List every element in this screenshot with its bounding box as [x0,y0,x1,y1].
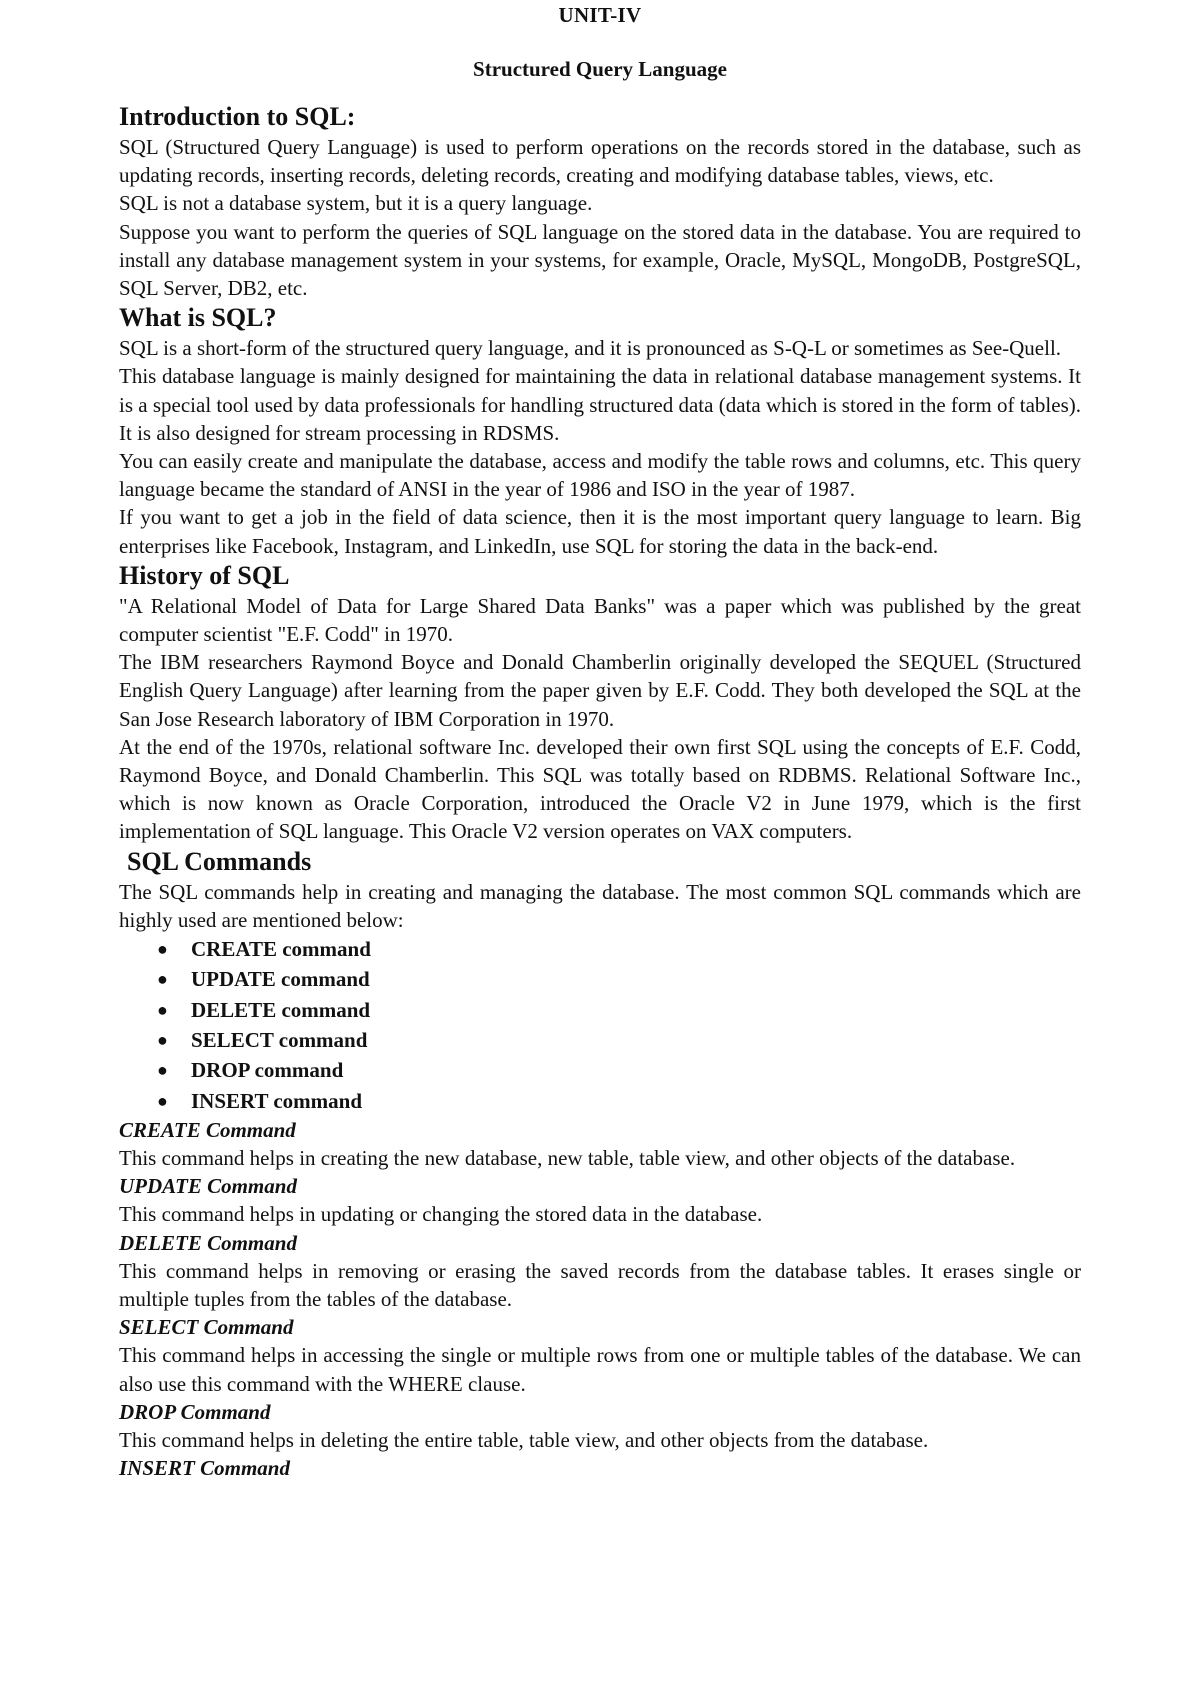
what-paragraph-4: If you want to get a job in the field of data science, then it is the most important query language to learn. Big enterprises like Facebook, Instagram, and LinkedIn, use SQL for storing the data in the back-end. [119,505,1081,558]
delete-command-text: This command helps in removing or erasing the saved records from the database tables. It erases single or multiple tuples from the tables of the database. [119,1258,1081,1312]
what-paragraph-1: SQL is a short-form of the structured query language, and it is pronounced as S-Q-L or sometimes as See-Quell. [119,336,1062,361]
what-paragraph-2: This database language is mainly designed for maintaining the data in relational database management systems. It is a special tool used by data professionals for handling structured data (data which is stored in the form of tables). It is also designed for stream processing in RDSMS. [119,364,1081,445]
drop-command-heading: DROP Command [119,1399,271,1424]
history-paragraph-1: "A Relational Model of Data for Large Shared Data Banks" was a paper which was published by the great computer scientist "E.F. Codd" in 1970. [119,593,1081,647]
intro-paragraph-3: Suppose you want to perform the queries of SQL language on the stored data in the database. You are required to install any database management system in your systems, for example, Oracle, MySQL, MongoDB, PostgreSQL, SQL Server, DB2, etc. [119,219,1081,301]
insert-command-heading: INSERT Command [119,1456,290,1481]
unit-title: UNIT-IV [558,3,642,27]
list-item-label: INSERT command [191,1088,362,1113]
bullet-icon: ● [157,1029,168,1050]
select-command-text: This command helps in accessing the single or multiple rows from one or multiple tables of the database. We can also use this command with the WHERE clause. [119,1343,1081,1396]
bullet-icon: ● [157,939,168,960]
list-item [157,1055,1081,1085]
delete-command-heading: DELETE Command [119,1230,297,1255]
list-item-label: DELETE command [191,997,371,1022]
list-item [157,934,1081,964]
heading-history: History of SQL [119,560,290,590]
what-paragraph-3: You can easily create and manipulate the database, access and modify the table rows and columns, etc. This query language became the standard of ANSI in the year of 1986 and ISO in the year of 1987. [119,449,1081,502]
document-page [119,0,1081,1483]
update-command-heading: UPDATE Command [119,1174,297,1199]
document-subtitle: Structured Query Language [473,57,727,81]
intro-paragraph-2: SQL is not a database system, but it is a query language. [119,191,593,216]
heading-what-is-sql: What is SQL? [119,303,277,333]
create-command-text: This command helps in creating the new database, new table, table view, and other objects of the database. [119,1146,1016,1171]
bullet-icon: ● [157,969,168,990]
history-paragraph-3: At the end of the 1970s, relational software Inc. developed their own first SQL using the concepts of E.F. Codd, Raymond Boyce, and Donald Chamberlin. This SQL was totally based on RDBMS. Relational Software Inc., which is now known as Oracle Corporation, introduced the Oracle V2 in June 1979, which is the first implementation of SQL language. This Oracle V2 version operates on VAX computers. [119,734,1081,844]
commands-intro: The SQL commands help in creating and managing the database. The most common SQL commands which are highly used are mentioned below: [119,879,1081,932]
list-item [157,995,1081,1025]
list-item [157,964,1081,994]
command-list [119,934,1081,1116]
create-command-heading: CREATE Command [119,1117,296,1142]
select-command-heading: SELECT Command [119,1315,294,1340]
bullet-icon: ● [157,1090,168,1111]
list-item-label: DROP command [191,1058,344,1083]
bullet-icon: ● [157,1060,168,1081]
drop-command-text: This command helps in deleting the entire table, table view, and other objects from the database. [119,1428,929,1453]
bullet-icon: ● [157,999,168,1020]
list-item-label: SELECT command [191,1027,368,1052]
list-item-label: UPDATE command [191,967,370,992]
list-item [157,1086,1081,1116]
history-paragraph-2: The IBM researchers Raymond Boyce and Donald Chamberlin originally developed the SEQUEL (Structured English Query Language) after learning from the paper given by E.F. Codd. They both developed the SQL at the San Jose Research laboratory of IBM Corporation in 1970. [119,650,1081,731]
intro-paragraph-1: SQL (Structured Query Language) is used to perform operations on the records stored in the database, such as updating records, inserting records, deleting records, creating and modifying database tables, views, etc. [119,135,1081,188]
heading-sql-commands: SQL Commands [127,846,312,876]
update-command-text: This command helps in updating or changing the stored data in the database. [119,1202,763,1227]
list-item [157,1025,1081,1055]
heading-introduction: Introduction to SQL: [119,102,356,131]
list-item-label: CREATE command [191,937,371,962]
